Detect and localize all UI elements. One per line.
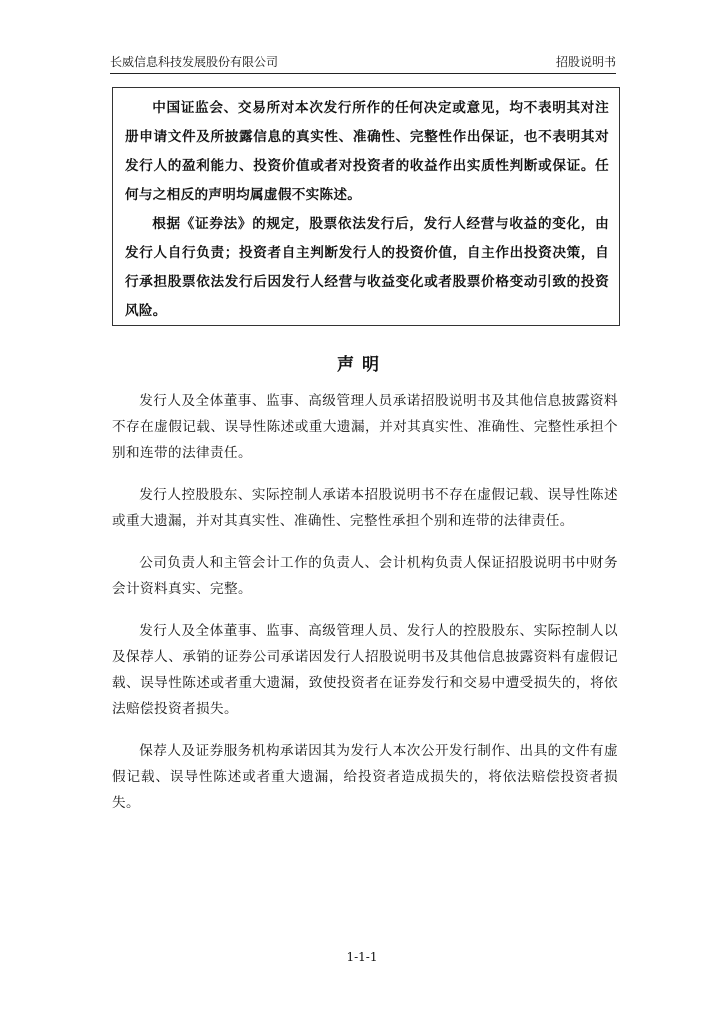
header-document-type: 招股说明书 — [555, 55, 616, 69]
page-header — [110, 52, 616, 74]
notice-paragraph-1: 中国证监会、交易所对本次发行所作的任何决定或意见，均不表明其对注册申请文件及所披露信息的真实性、准确性、完整性作出保证，也不表明其对发行人的盈利能力、投资价值或者对投资者的收益作出实质性判断或保证。任何与之相反的声明均属虚假不实陈述。 — [125, 100, 609, 203]
header-company-name: 长威信息科技发展股份有限公司 — [110, 55, 279, 69]
notice-paragraph-2: 根据《证券法》的规定，股票依法发行后，发行人经营与收益的变化，由发行人自行负责；投资者自主判断发行人的投资价值，自主作出投资决策，自行承担股票依法发行后因发行人经营与收益变化或者股票价格变动引致的投资风险。 — [125, 216, 609, 319]
declaration-body — [112, 388, 618, 832]
declaration-paragraph-4: 发行人及全体董事、监事、高级管理人员、发行人的控股股东、实际控制人以及保荐人、承销的证券公司承诺因发行人招股说明书及其他信息披露资料有虚假记载、误导性陈述或者重大遗漏，致使投资者在证券发行和交易中遭受损失的，将依法赔偿投资者损失。 — [112, 623, 618, 717]
page-number: 1-1-1 — [346, 950, 378, 964]
regulatory-notice-box — [112, 87, 620, 326]
declaration-title: 声明 — [337, 355, 387, 375]
declaration-paragraph-5: 保荐人及证券服务机构承诺因其为发行人本次公开发行制作、出具的文件有虚假记载、误导性陈述或者重大遗漏，给投资者造成损失的，将依法赔偿投资者损失。 — [112, 743, 618, 811]
declaration-paragraph-3: 公司负责人和主管会计工作的负责人、会计机构负责人保证招股说明书中财务会计资料真实、完整。 — [112, 555, 618, 597]
declaration-paragraph-2: 发行人控股股东、实际控制人承诺本招股说明书不存在虚假记载、误导性陈述或重大遗漏，并对其真实性、准确性、完整性承担个别和连带的法律责任。 — [112, 487, 618, 529]
declaration-paragraph-1: 发行人及全体董事、监事、高级管理人员承诺招股说明书及其他信息披露资料不存在虚假记载、误导性陈述或重大遗漏，并对其真实性、准确性、完整性承担个别和连带的法律责任。 — [112, 393, 618, 461]
